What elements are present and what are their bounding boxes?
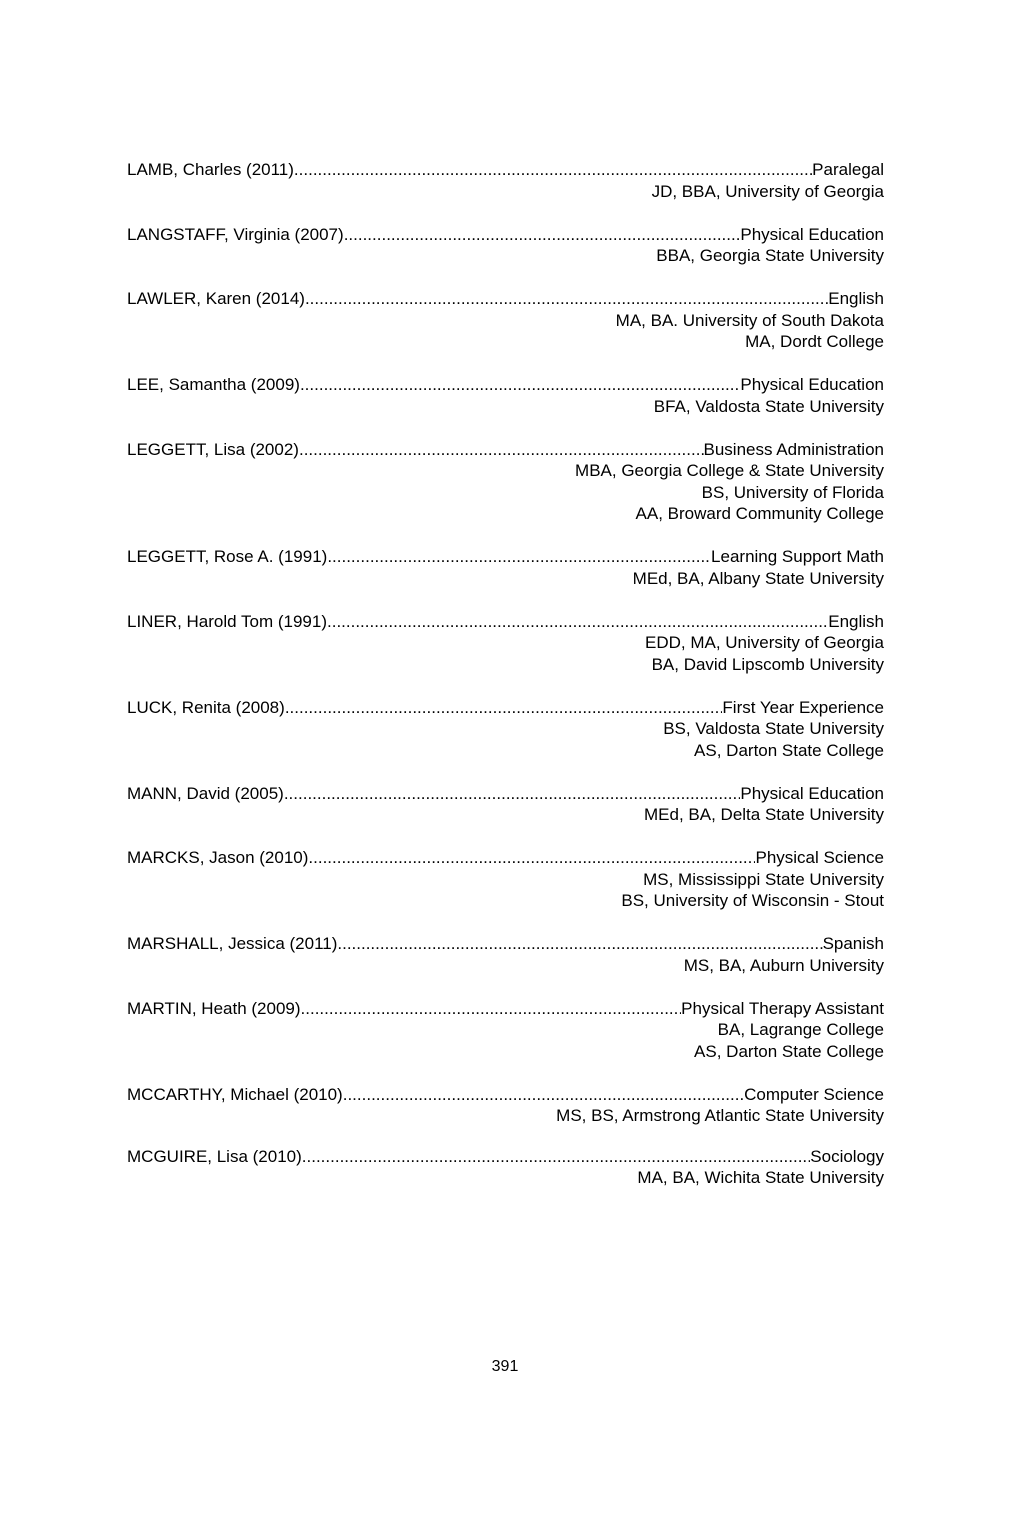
faculty-department: Computer Science (744, 1084, 884, 1104)
entry-header (127, 159, 884, 181)
faculty-degree: BS, University of Wisconsin - Stout (621, 891, 884, 910)
faculty-name: LINER, Harold Tom (1991) (127, 611, 327, 631)
faculty-department: Physical Education (740, 375, 884, 394)
faculty-degree: EDD, MA, University of Georgia (644, 633, 884, 652)
faculty-entry (127, 224, 884, 267)
faculty-degree: MS, BS, Armstrong Atlantic State University (556, 1106, 884, 1125)
faculty-entry (127, 374, 884, 417)
faculty-directory (127, 159, 884, 1210)
faculty-name: MANN, David (2005) (127, 783, 284, 803)
faculty-department: Learning Support Math (711, 547, 884, 566)
faculty-department: Paralegal (812, 160, 884, 179)
faculty-entry (127, 439, 884, 525)
faculty-name: LANGSTAFF, Virginia (2007) (127, 224, 344, 244)
entry-header (127, 439, 884, 461)
faculty-entry (127, 933, 884, 976)
entry-header (127, 546, 884, 568)
faculty-entry (127, 847, 884, 912)
faculty-degree: AS, Darton State College (694, 740, 884, 760)
dot-leader (308, 847, 755, 869)
faculty-department: English (828, 289, 884, 308)
page-number: 391 (491, 1358, 519, 1375)
entry-header (127, 847, 884, 869)
faculty-entry (127, 288, 884, 353)
faculty-entry (127, 1146, 884, 1189)
dot-leader (327, 611, 828, 633)
faculty-name: MARSHALL, Jessica (2011) (127, 934, 338, 953)
faculty-name: LEGGETT, Lisa (2002) (127, 439, 299, 459)
faculty-name: LAWLER, Karen (2014) (127, 289, 305, 308)
faculty-degree: JD, BBA, University of Georgia (651, 181, 884, 201)
dot-leader (285, 697, 723, 719)
faculty-degree: MBA, Georgia College & State University (575, 461, 884, 480)
dot-leader (301, 998, 682, 1020)
dot-leader (300, 374, 740, 396)
faculty-department: Sociology (810, 1146, 884, 1166)
faculty-degree: MS, Mississippi State University (643, 869, 884, 889)
entry-header (127, 374, 884, 396)
faculty-degree: MEd, BA, Delta State University (644, 805, 884, 824)
faculty-name: LAMB, Charles (2011) (127, 160, 294, 179)
faculty-degree: AS, Darton State College (694, 1041, 884, 1061)
faculty-entry (127, 1084, 884, 1127)
entry-header (127, 933, 884, 955)
faculty-degree: MA, Dordt College (745, 332, 884, 351)
faculty-name: MCGUIRE, Lisa (2010) (127, 1146, 302, 1166)
faculty-degree: BA, David Lipscomb University (651, 654, 884, 674)
faculty-name: MARTIN, Heath (2009) (127, 998, 301, 1018)
faculty-department: Physical Education (740, 783, 884, 803)
faculty-degree: BFA, Valdosta State University (653, 396, 884, 416)
faculty-degree: AA, Broward Community College (635, 504, 884, 523)
faculty-department: Physical Therapy Assistant (681, 998, 884, 1018)
entry-header (127, 288, 884, 310)
entry-header (127, 998, 884, 1020)
faculty-degree: BS, University of Florida (701, 482, 884, 502)
faculty-name: LUCK, Renita (2008) (127, 697, 285, 717)
faculty-department: Physical Education (740, 224, 884, 244)
entry-header (127, 224, 884, 246)
faculty-department: English (828, 611, 884, 631)
faculty-name: MCCARTHY, Michael (2010) (127, 1084, 343, 1104)
dot-leader (327, 546, 711, 568)
faculty-entry (127, 611, 884, 676)
faculty-name: MARCKS, Jason (2010) (127, 848, 309, 867)
faculty-department: Spanish (822, 934, 884, 953)
dot-leader (305, 288, 828, 310)
faculty-entry (127, 998, 884, 1063)
entry-header (127, 611, 884, 633)
faculty-department: Physical Science (755, 848, 884, 867)
entry-header (127, 1146, 884, 1168)
faculty-degree: MEd, BA, Albany State University (632, 568, 884, 588)
faculty-department: First Year Experience (722, 697, 884, 717)
entry-header (127, 783, 884, 805)
faculty-entry (127, 159, 884, 202)
dot-leader (294, 159, 812, 181)
dot-leader (299, 439, 704, 461)
faculty-degree: MA, BA, Wichita State University (637, 1168, 884, 1187)
dot-leader (302, 1146, 811, 1168)
faculty-name: LEE, Samantha (2009) (127, 375, 300, 394)
entry-header (127, 697, 884, 719)
faculty-degree: BBA, Georgia State University (656, 246, 884, 265)
faculty-degree: BA, Lagrange College (717, 1020, 884, 1039)
dot-leader (284, 783, 741, 805)
faculty-degree: MA, BA. University of South Dakota (615, 310, 884, 330)
faculty-entry (127, 546, 884, 589)
dot-leader (343, 1084, 744, 1106)
faculty-degree: MS, BA, Auburn University (683, 955, 884, 975)
faculty-entry (127, 697, 884, 762)
faculty-entry (127, 783, 884, 826)
entry-header (127, 1084, 884, 1106)
faculty-department: Business Administration (703, 439, 884, 459)
faculty-name: LEGGETT, Rose A. (1991) (127, 547, 328, 566)
dot-leader (344, 224, 741, 246)
faculty-degree: BS, Valdosta State University (663, 719, 884, 738)
dot-leader (337, 933, 822, 955)
